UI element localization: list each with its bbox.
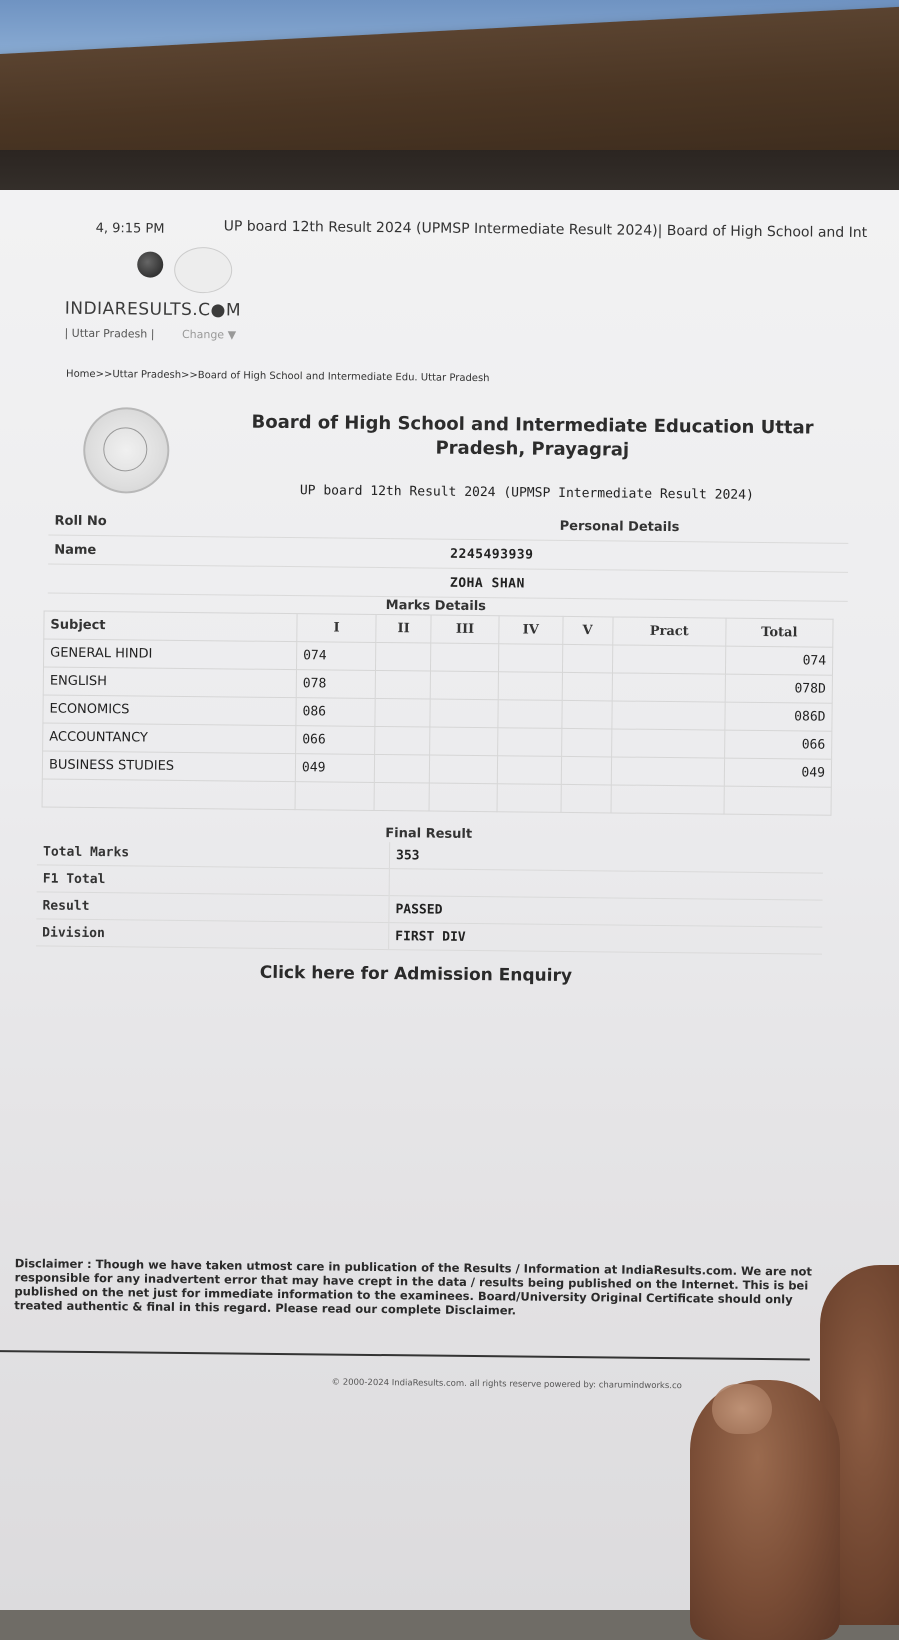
empty-cell [498,672,562,701]
footer-divider [0,1350,810,1360]
final-result-heading: Final Result [385,826,473,842]
mark-i-cell: 066 [296,726,376,755]
name-value: ZOHA SHAN [390,568,848,602]
empty-cell [374,782,429,811]
map-icon [174,247,232,294]
personal-details-heading: Personal Details [390,510,848,543]
col-v: V [562,616,613,645]
subject-cell: GENERAL HINDI [44,639,297,670]
subject-cell: ECONOMICS [43,695,296,726]
name-label: Name [48,535,390,568]
mark-i-cell: 086 [296,698,376,727]
subject-cell: BUSINESS STUDIES [42,751,295,782]
roll-no-label: Roll No [48,507,390,539]
final-result-table [36,838,823,954]
mark-i-cell: 049 [295,754,375,783]
empty-cell [611,729,724,758]
total-cell: 074 [725,646,832,675]
col-ii: II [376,614,431,643]
empty-cell [612,673,725,702]
empty-cell [497,784,561,813]
roll-no-value: 2245493939 [390,539,848,573]
empty-cell [375,698,430,727]
f1-total-label: F1 Total [37,865,390,896]
total-cell: 078D [725,674,832,703]
empty-cell [431,643,499,672]
empty-cell [498,700,562,729]
empty-cell [375,726,430,755]
total-cell: 049 [724,758,831,787]
empty-cell [724,786,831,815]
state-label: | Uttar Pradesh | [64,326,155,341]
total-cell: 086D [725,702,832,731]
disclaimer-text: Disclaimer : Though we have taken utmost care in publication of the Results / Information at IndiaResults.com. We are not responsible for any inadvertent error that may have crept in the data / results being published on the Internet. This is bei published on the net just for immediate information to the examinees. Board/University Original Certificate should only treated authentic & final in this regard. Please read our complete Disclaimer. [14,1256,813,1318]
col-iii: III [431,615,499,644]
total-cell: 066 [724,730,831,759]
empty-cell [42,779,295,810]
empty-cell [562,644,613,673]
empty-cell [612,645,725,674]
empty-cell [295,782,375,811]
result-subtitle: UP board 12th Result 2024 (UPMSP Intermediate Result 2024) [299,483,754,503]
empty-cell [429,755,497,784]
col-subject: Subject [44,611,297,642]
empty-cell [561,784,612,813]
print-page-title: UP board 12th Result 2024 (UPMSP Intermediate Result 2024)| Board of High School and Int [223,218,868,242]
col-i: I [297,614,377,643]
print-time: 4, 9:15 PM [95,221,165,237]
result-value: PASSED [389,896,823,928]
empty-cell [611,785,724,814]
board-emblem-icon [83,407,170,494]
division-label: Division [36,919,389,950]
empty-cell [561,728,612,757]
copyright-footer: © 2000-2024 IndiaResults.com. all rights reserve powered by: charumindworks.co [331,1377,682,1392]
total-marks-value: 353 [389,842,823,873]
empty-cell [498,728,562,757]
change-state-link[interactable]: Change ▼ [181,327,237,342]
empty-cell [499,644,563,673]
empty-cell [429,783,497,812]
col-iv: IV [499,616,563,645]
brand-name: INDIARESULTS.C●M [64,298,242,321]
empty-cell [612,701,725,730]
mark-i-cell: 078 [296,670,376,699]
empty-cell [562,672,613,701]
empty-cell [611,757,724,786]
finger-nail [712,1384,772,1434]
admission-enquiry-link[interactable]: Click here for Admission Enquiry [259,962,573,987]
empty-cell [430,727,498,756]
mark-i-cell: 074 [296,642,376,671]
empty-cell [376,642,431,671]
empty-cell [430,671,498,700]
empty-cell [561,700,612,729]
empty-cell [497,756,561,785]
marks-table [42,610,834,815]
result-label: Result [36,892,389,923]
subject-cell: ENGLISH [43,667,296,698]
division-value: FIRST DIV [389,923,823,955]
total-marks-label: Total Marks [37,838,390,868]
board-title: Board of High School and Intermediate Education Uttar Pradesh, Prayagraj [251,411,814,461]
col-total: Total [726,618,833,647]
empty-cell [375,754,430,783]
subject-cell: ACCOUNTANCY [43,723,296,754]
breadcrumb[interactable]: Home>>Uttar Pradesh>>Board of High School and Intermediate Edu. Uttar Pradesh [66,368,490,385]
personal-details-table [48,507,849,602]
spacer-cell [48,564,390,597]
empty-cell [430,699,498,728]
state-selector[interactable] [64,327,236,342]
emblem-inner-ring [103,427,147,471]
col-pract: Pract [613,617,726,646]
empty-cell [561,756,612,785]
brand-logo-icon [137,251,163,277]
empty-cell [376,670,431,699]
marks-details-heading: Marks Details [385,598,487,615]
